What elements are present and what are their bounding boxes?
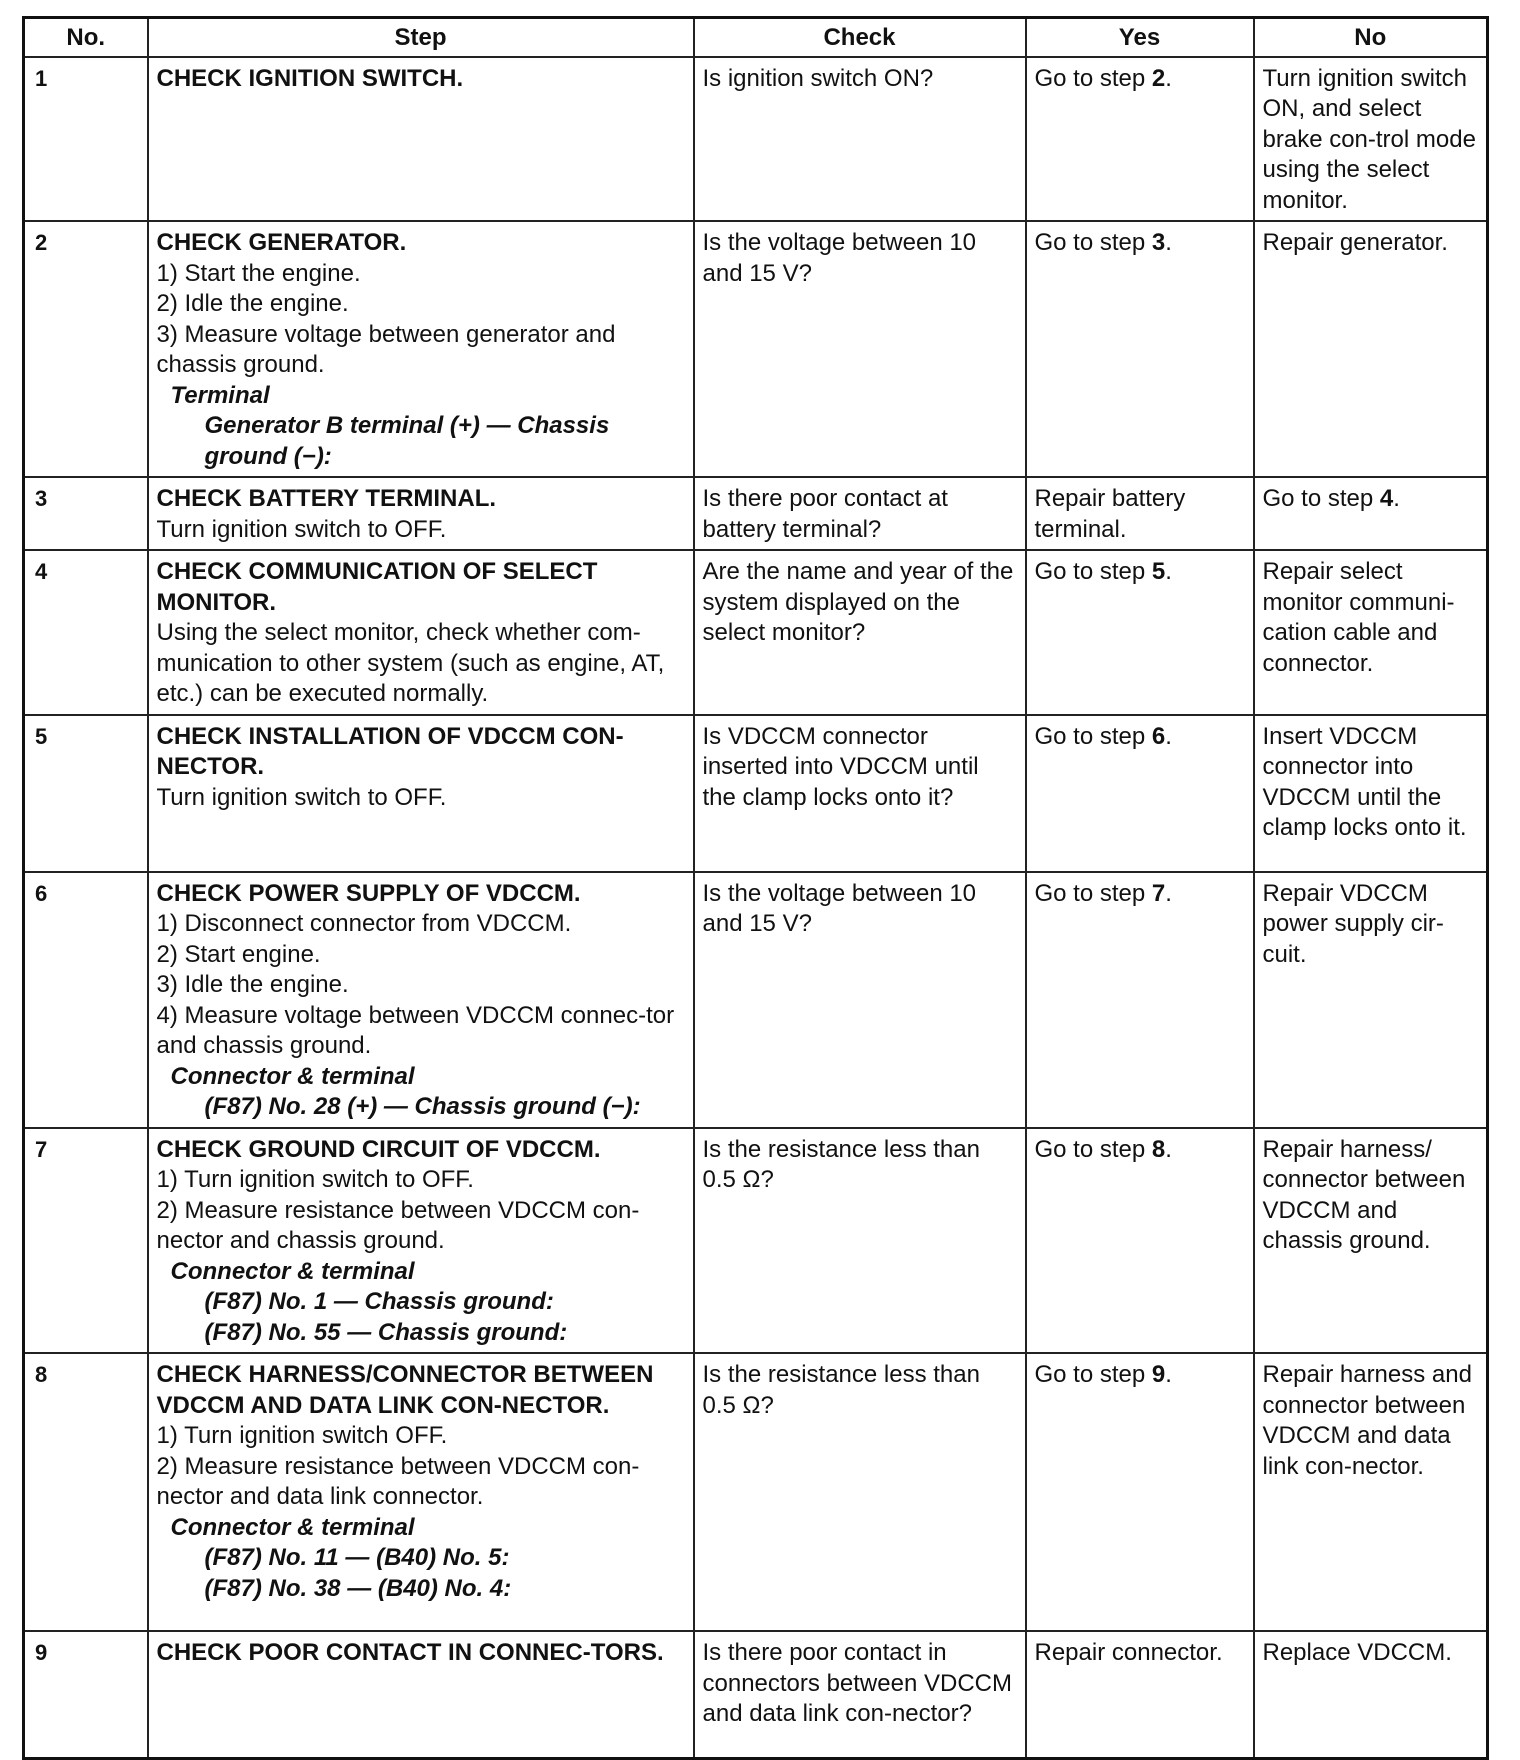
yes-text-end: . [1165, 722, 1172, 750]
yes-cell [1026, 550, 1254, 715]
step-cell [148, 1353, 694, 1631]
step-instruction: 4) Measure voltage between VDCCM connec-tor and chassis ground. [156, 1001, 675, 1059]
check-cell: Is the resistance less than 0.5 Ω? [694, 1128, 1026, 1354]
yes-cell [1026, 872, 1254, 1128]
no-step-number: 4 [1379, 485, 1394, 512]
check-cell: Is there poor contact at battery terminal? [694, 477, 1026, 550]
step-title: CHECK IGNITION SWITCH. [156, 64, 464, 92]
table-row [24, 1631, 1488, 1759]
step-title: CHECK GROUND CIRCUIT OF VDCCM. [156, 1135, 601, 1163]
yes-step-number: 8 [1151, 1135, 1166, 1163]
table-row [24, 872, 1488, 1128]
yes-text: Go to step [1034, 879, 1152, 907]
table-body [24, 57, 1488, 1759]
step-cell [148, 477, 694, 550]
table-row [24, 715, 1488, 872]
step-instruction: 1) Disconnect connector from VDCCM. [156, 910, 572, 937]
step-number-cell: 1 [24, 57, 148, 222]
step-title: CHECK GENERATOR. [156, 229, 407, 256]
step-title: CHECK COMMUNICATION OF SELECT MONITOR. [156, 558, 598, 616]
step-spec-value: (F87) No. 11 — (B40) No. 5: [204, 1544, 510, 1571]
step-spec-value: (F87) No. 1 — Chassis ground: [204, 1288, 554, 1315]
yes-text-end: . [1165, 879, 1172, 907]
yes-cell [1026, 715, 1254, 872]
yes-text-end: . [1165, 1135, 1172, 1163]
step-cell [148, 221, 694, 477]
table-row [24, 221, 1488, 477]
step-instruction: 3) Idle the engine. [156, 971, 349, 998]
yes-text: Go to step [1034, 64, 1152, 92]
no-text: Go to step [1262, 485, 1380, 512]
step-spec-value: (F87) No. 38 — (B40) No. 4: [204, 1574, 512, 1602]
no-text: Turn ignition switch ON, and select brake con-trol mode using the select monitor. [1262, 64, 1476, 214]
step-instruction: 1) Start the engine. [156, 259, 361, 287]
header-no: No. [24, 18, 148, 57]
yes-text: Go to step [1034, 722, 1152, 750]
diagnostic-procedure-document [22, 16, 1486, 1760]
step-cell [148, 550, 694, 715]
yes-step-number: 2 [1151, 64, 1166, 92]
no-text: Repair VDCCM power supply cir-cuit. [1262, 879, 1444, 968]
yes-text: Repair battery terminal. [1034, 485, 1186, 543]
no-cell [1254, 1128, 1488, 1354]
header-yes: Yes [1026, 18, 1254, 57]
no-cell [1254, 221, 1488, 477]
step-spec-value: (F87) No. 28 (+) — Chassis ground (−): [204, 1093, 641, 1120]
no-text: Repair harness and connector between VDCCM and data link con-nector. [1262, 1361, 1472, 1480]
check-cell: Is there poor contact in connectors between VDCCM and data link con-nector? [694, 1631, 1026, 1759]
step-number-cell: 3 [24, 477, 148, 550]
no-cell [1254, 550, 1488, 715]
step-spec-value: Generator B terminal (+) — Chassis ground (−): [204, 412, 610, 470]
step-title: CHECK POOR CONTACT IN CONNEC-TORS. [156, 1639, 664, 1666]
step-spec-heading: Connector & terminal [170, 1062, 415, 1090]
yes-step-number: 3 [1151, 229, 1166, 256]
step-cell [148, 1128, 694, 1354]
step-cell [148, 1631, 694, 1759]
no-text: Repair generator. [1262, 229, 1448, 256]
no-cell [1254, 1353, 1488, 1631]
header-check: Check [694, 18, 1026, 57]
table-row [24, 1128, 1488, 1354]
table-row [24, 477, 1488, 550]
step-number-cell: 6 [24, 872, 148, 1128]
step-instruction: 2) Measure resistance between VDCCM con-nector and data link connector. [156, 1452, 640, 1510]
step-number-cell: 9 [24, 1631, 148, 1759]
yes-step-number: 5 [1151, 558, 1166, 585]
no-cell [1254, 477, 1488, 550]
header-no-result: No [1254, 18, 1488, 57]
no-text: Repair harness/ connector between VDCCM and chassis ground. [1262, 1135, 1466, 1254]
step-title: CHECK POWER SUPPLY OF VDCCM. [156, 879, 581, 907]
yes-step-number: 6 [1151, 722, 1166, 750]
check-cell: Is VDCCM connector inserted into VDCCM until the clamp locks onto it? [694, 715, 1026, 872]
step-instruction: 1) Turn ignition switch OFF. [156, 1422, 448, 1449]
yes-text: Repair connector. [1034, 1639, 1223, 1666]
yes-text: Go to step [1034, 558, 1152, 585]
step-instruction: 1) Turn ignition switch to OFF. [156, 1166, 474, 1193]
step-spec-heading: Connector & terminal [170, 1257, 415, 1285]
step-instruction: 3) Measure voltage between generator and chassis ground. [156, 320, 616, 378]
step-instruction: Turn ignition switch to OFF. [156, 515, 447, 543]
check-cell: Is ignition switch ON? [694, 57, 1026, 222]
step-cell [148, 715, 694, 872]
yes-text-end: . [1165, 1361, 1172, 1388]
header-step: Step [148, 18, 694, 57]
diagnostic-table [22, 16, 1489, 1760]
yes-cell [1026, 221, 1254, 477]
table-header-row [24, 18, 1488, 57]
step-number-cell: 2 [24, 221, 148, 477]
yes-text: Go to step [1034, 229, 1152, 256]
no-cell [1254, 872, 1488, 1128]
step-spec-heading: Connector & terminal [170, 1513, 415, 1541]
step-title: CHECK HARNESS/CONNECTOR BETWEEN VDCCM AND DATA LINK CON-NECTOR. [156, 1361, 654, 1419]
step-instruction: 2) Idle the engine. [156, 290, 349, 317]
yes-cell [1026, 477, 1254, 550]
no-cell [1254, 57, 1488, 222]
step-number-cell: 5 [24, 715, 148, 872]
check-cell: Is the voltage between 10 and 15 V? [694, 872, 1026, 1128]
yes-cell [1026, 1353, 1254, 1631]
step-cell [148, 872, 694, 1128]
step-number-cell: 7 [24, 1128, 148, 1354]
no-cell [1254, 1631, 1488, 1759]
check-cell: Is the voltage between 10 and 15 V? [694, 221, 1026, 477]
check-cell: Are the name and year of the system displayed on the select monitor? [694, 550, 1026, 715]
no-text: Replace VDCCM. [1262, 1639, 1452, 1666]
yes-step-number: 9 [1151, 1361, 1166, 1388]
yes-text-end: . [1165, 64, 1172, 92]
step-number-cell: 8 [24, 1353, 148, 1631]
step-instruction: 2) Measure resistance between VDCCM con-nector and chassis ground. [156, 1196, 640, 1254]
step-cell [148, 57, 694, 222]
yes-text: Go to step [1034, 1361, 1152, 1388]
table-row [24, 1353, 1488, 1631]
no-text: Insert VDCCM connector into VDCCM until the clamp locks onto it. [1262, 722, 1467, 841]
step-title: CHECK INSTALLATION OF VDCCM CON-NECTOR. [156, 722, 624, 780]
step-number-cell: 4 [24, 550, 148, 715]
yes-cell [1026, 1631, 1254, 1759]
step-instruction: Turn ignition switch to OFF. [156, 783, 447, 811]
no-text: Repair select monitor communi-cation cable and connector. [1262, 558, 1455, 677]
yes-text-end: . [1165, 229, 1172, 256]
yes-cell [1026, 57, 1254, 222]
table-row [24, 550, 1488, 715]
yes-text-end: . [1165, 558, 1172, 585]
no-text-end: . [1393, 485, 1400, 512]
step-title: CHECK BATTERY TERMINAL. [156, 485, 497, 512]
step-instruction: Using the select monitor, check whether com-munication to other system (such as engine, AT, etc.) can be executed normally. [156, 619, 665, 707]
step-spec-value: (F87) No. 55 — Chassis ground: [204, 1318, 568, 1346]
table-row [24, 57, 1488, 222]
yes-cell [1026, 1128, 1254, 1354]
step-instruction: 2) Start engine. [156, 940, 321, 968]
no-cell [1254, 715, 1488, 872]
check-cell: Is the resistance less than 0.5 Ω? [694, 1353, 1026, 1631]
yes-text: Go to step [1034, 1135, 1152, 1163]
yes-step-number: 7 [1151, 879, 1166, 907]
step-spec-heading: Terminal [170, 381, 270, 409]
